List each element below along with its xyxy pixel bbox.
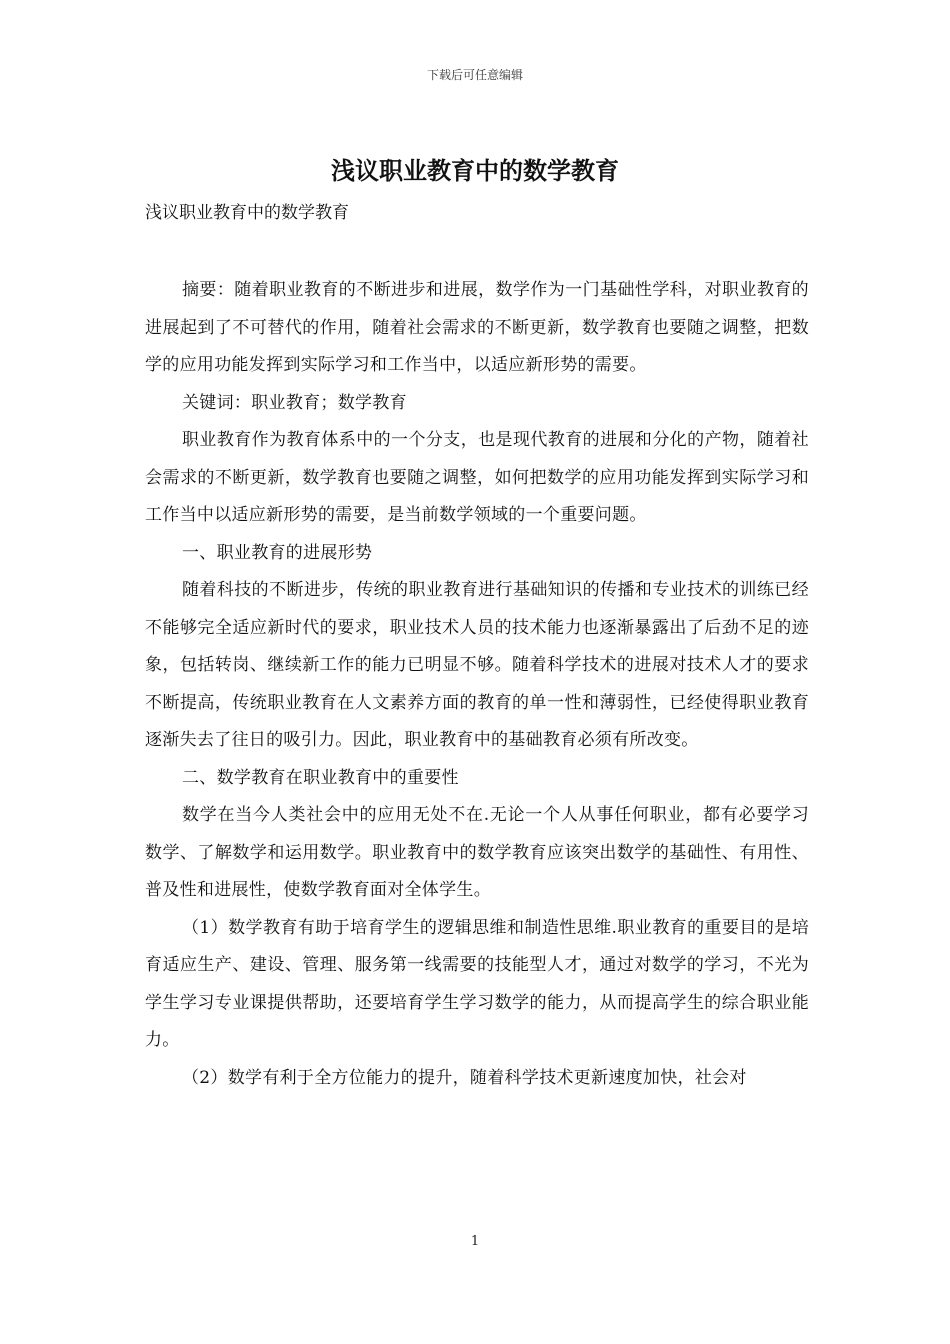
intro-paragraph: 职业教育作为教育体系中的一个分支，也是现代教育的进展和分化的产物，随着社会需求的不断更新，数学教育也要随之调整，如何把数学的应用功能发挥到实际学习和工作当中以适应新形势的需要，是当前数学领域的一个重要问题。 [145,430,809,525]
abstract-paragraph: 摘要：随着职业教育的不断进步和进展，数学作为一门基础性学科，对职业教育的进展起到了不可替代的作用，随着社会需求的不断更新，数学教育也要随之调整，把数学的应用功能发挥到实际学习和工作当中，以适应新形势的需要。 [145,280,809,375]
keywords-paragraph: 关键词：职业教育；数学教育 [182,392,407,413]
point-1-paragraph: （1）数学教育有助于培育学生的逻辑思维和制造性思维.职业教育的重要目的是培育适应生产、建设、管理、服务第一线需要的技能型人才，通过对数学的学习，不光为学生学习专业课提供帮助，还要培育学生学习数学的能力，从而提高学生的综合职业能力。 [145,917,809,1050]
document-subtitle: 浅议职业教育中的数学教育 [145,203,349,223]
document-body [145,272,809,1097]
section-1-paragraph: 随着科技的不断进步，传统的职业教育进行基础知识的传播和专业技术的训练已经不能够完全适应新时代的要求，职业技术人员的技术能力也逐渐暴露出了后劲不足的迹象，包括转岗、继续新工作的能力已明显不够。随着科学技术的进展对技术人才的要求不断提高，传统职业教育在人文素养方面的教育的单一性和薄弱性，已经使得职业教育逐渐失去了往日的吸引力。因此，职业教育中的基础教育必须有所改变。 [145,580,809,750]
section-heading-2: 二、数学教育在职业教育中的重要性 [182,767,459,788]
document-title: 浅议职业教育中的数学教育 [331,156,619,185]
page-header-note: 下载后可任意编辑 [426,68,523,82]
section-heading-1: 一、职业教育的进展形势 [182,542,373,563]
point-2-paragraph: （2）数学有利于全方位能力的提升，随着科学技术更新速度加快，社会对 [182,1067,747,1088]
section-2-paragraph: 数学在当今人类社会中的应用无处不在.无论一个人从事任何职业，都有必要学习数学、了解数学和运用数学。职业教育中的数学教育应该突出数学的基础性、有用性、普及性和进展性，使数学教育面对全体学生。 [145,805,809,900]
page-number: 1 [470,1234,480,1249]
